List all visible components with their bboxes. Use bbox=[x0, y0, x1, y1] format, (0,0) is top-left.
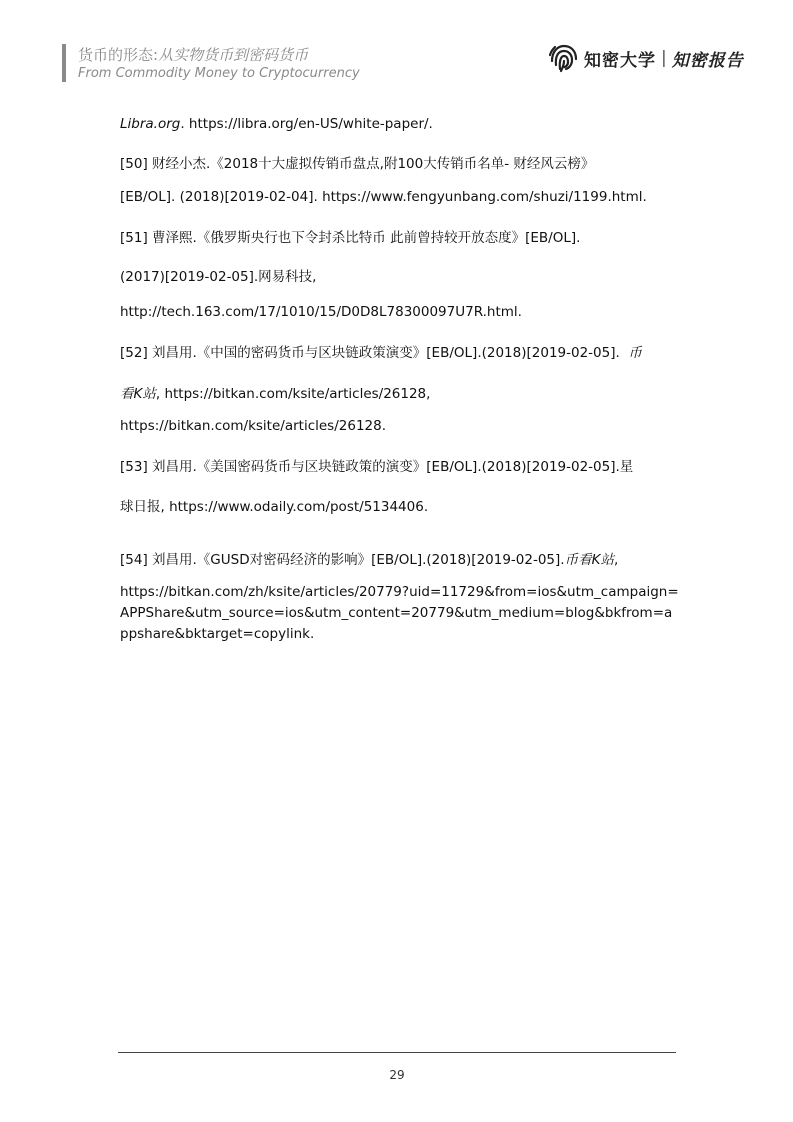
reference-line: http://tech.163.com/17/1010/15/D0D8L78300097U7R.html. bbox=[120, 304, 522, 320]
brand-name: 知密大学 bbox=[584, 50, 656, 71]
reference-italic: Libra.org bbox=[120, 116, 181, 132]
header-title-cn: 货币的形态: bbox=[78, 46, 159, 64]
reference-line bbox=[120, 550, 618, 570]
brand-logo bbox=[546, 40, 744, 76]
reference-text: [54] 刘昌用.《GUSD对密码经济的影响》[EB/OL].(2018)[2019-02-05]. bbox=[120, 552, 565, 568]
reference-text: . https://libra.org/en-US/white-paper/. bbox=[180, 116, 433, 132]
reference-italic: 币看K站 bbox=[564, 552, 614, 568]
reference-line: [51] 曹泽熙.《俄罗斯央行也下令封杀比特币 此前曾持较开放态度》[EB/OL]. bbox=[120, 230, 581, 246]
header-title-cn-italic: 从实物货币到密码货币 bbox=[158, 46, 309, 64]
reference-text: , bbox=[613, 552, 619, 568]
brand-report: 知密报告 bbox=[671, 50, 744, 71]
footer-divider bbox=[118, 1052, 676, 1053]
reference-line: [EB/OL]. (2018)[2019-02-04]. https://www.fengyunbang.com/shuzi/1199.html. bbox=[120, 189, 647, 205]
brand-separator: | bbox=[661, 48, 667, 68]
reference-url-block: https://bitkan.com/zh/ksite/articles/20779?uid=11729&from=ios&utm_campaign=APPShare&utm_source=ios&utm_content=20779&utm_medium=blog&bkfrom=appshare&bktarget=copylink. bbox=[120, 584, 679, 642]
header-subtitle: From Commodity Money to Cryptocurrency bbox=[78, 66, 360, 81]
page-number: 29 bbox=[389, 1068, 405, 1082]
reference-text: , https://bitkan.com/ksite/articles/26128, bbox=[155, 386, 431, 402]
reference-line: [53] 刘昌用.《美国密码货币与区块链政策的演变》[EB/OL].(2018)[2019-02-05].星 bbox=[120, 459, 634, 475]
header-accent-bar bbox=[62, 44, 66, 82]
reference-line: [50] 财经小杰.《2018十大虚拟传销币盘点,附100大传销币名单- 财经风云榜》 bbox=[120, 156, 595, 172]
reference-text: [52] 刘昌用.《中国的密码货币与区块链政策演变》[EB/OL].(2018)[2019-02-05]. bbox=[120, 345, 620, 361]
reference-line bbox=[120, 114, 433, 134]
reference-line bbox=[120, 384, 430, 404]
reference-line: https://bitkan.com/ksite/articles/26128. bbox=[120, 418, 386, 434]
reference-italic: 看K站 bbox=[120, 386, 156, 402]
reference-line bbox=[120, 343, 642, 363]
reference-line: (2017)[2019-02-05].网易科技, bbox=[120, 269, 317, 285]
fingerprint-icon bbox=[546, 41, 580, 75]
reference-line: 球日报, https://www.odaily.com/post/5134406. bbox=[120, 499, 429, 515]
header-title bbox=[78, 44, 308, 65]
reference-italic: 币 bbox=[628, 345, 642, 361]
